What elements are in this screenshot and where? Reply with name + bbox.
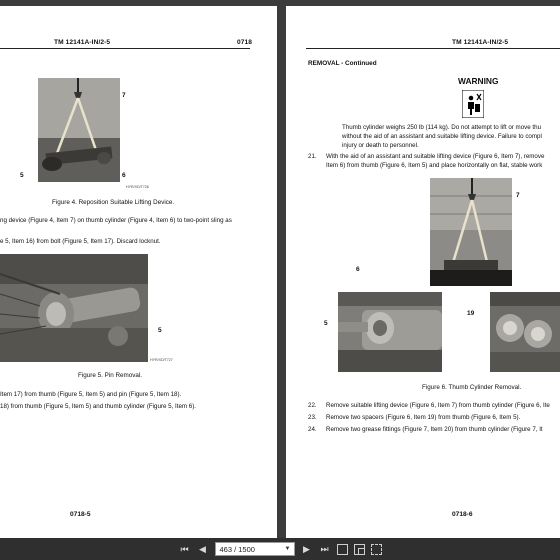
prev-page-icon[interactable]: ◀: [199, 543, 206, 554]
step-23-text: Remove two spacers (Figure 6, Item 19) from thumb (Figure 6, Item 5).: [326, 414, 521, 421]
figure-4-caption: Figure 4. Reposition Suitable Lifting Device.: [52, 199, 175, 206]
fit-icon[interactable]: [371, 544, 382, 555]
callout-7-fig6: 7: [516, 192, 520, 199]
warning-line-3: injury or death to personnel.: [342, 142, 419, 149]
first-page-icon[interactable]: ⏮: [180, 543, 189, 554]
figure-6-right-photo: [490, 292, 560, 372]
callout-5-fig6: 5: [324, 320, 328, 327]
page-footer-right: 0718-6: [452, 511, 473, 518]
header-rule: [306, 48, 560, 49]
viewer-toolbar: [0, 538, 560, 560]
callout-19-fig6: 19: [467, 310, 475, 317]
last-page-icon[interactable]: ⏭: [320, 543, 329, 554]
step-21-line-1: With the aid of an assistant and suitable lifting device (Figure 6, Item 7), remove: [326, 153, 545, 160]
figure-6-top-photo: [430, 178, 512, 286]
figure-6-left-photo: [338, 292, 442, 372]
step-text-a2: e 5, Item 16) from bolt (Figure 5, Item 17). Discard locknut.: [0, 238, 161, 245]
warning-line-1: Thumb cylinder weighs 250 lb (114 kg). Do not attempt to lift or move thu: [342, 124, 542, 131]
warning-line-2: without the aid of an assistant and suitable lifting device. Failure to compl: [342, 133, 542, 140]
step-24-text: Remove two grease fittings (Figure 7, Item 20) from thumb cylinder (Figure 7, It: [326, 426, 543, 433]
page-number-select[interactable]: [215, 542, 295, 556]
figure-5-code: HYR/XD/T727: [150, 358, 173, 362]
step-22-text: Remove suitable lifting device (Figure 6, Item 7) from thumb cylinder (Figure 6, Ite: [326, 402, 550, 409]
step-text-b2: 18) from thumb (Figure 5, Item 5) and thumb cylinder (Figure 5, Item 6).: [0, 403, 197, 410]
single-page-icon[interactable]: [337, 544, 348, 555]
header-title: TM 12141A-IN/2-5: [452, 39, 509, 46]
figure-4-photo: [38, 78, 120, 182]
header-code: 0718: [237, 39, 253, 46]
chevron-down-icon[interactable]: ▼: [284, 546, 291, 552]
page-number-display: 463 / 1500: [219, 544, 255, 554]
callout-6: 6: [122, 172, 126, 179]
section-title: REMOVAL - Continued: [308, 60, 377, 67]
warning-lifting-icon: [462, 90, 484, 118]
figure-5-caption: Figure 5. Pin Removal.: [78, 372, 143, 379]
next-page-icon[interactable]: ▶: [303, 543, 310, 554]
step-23-number: 23.: [308, 414, 317, 421]
step-24-number: 24.: [308, 426, 317, 433]
callout-6-fig6: 6: [356, 266, 360, 273]
figure-4-code: HYR/XD/T726: [126, 185, 149, 189]
step-text-b1: Item 17) from thumb (Figure 5, Item 5) and pin (Figure 5, Item 18).: [0, 391, 182, 398]
step-21-number: 21.: [308, 153, 317, 160]
callout-5-fig5: 5: [158, 327, 162, 334]
callout-5: 5: [20, 172, 24, 179]
figure-6-caption: Figure 6. Thumb Cylinder Removal.: [422, 384, 522, 391]
page-right: [286, 6, 560, 538]
warning-title: WARNING: [458, 76, 499, 86]
page-left: [0, 6, 277, 538]
two-page-icon[interactable]: [354, 544, 365, 555]
header-rule: [0, 48, 250, 49]
step-21-line-2: Item 6) from thumb (Figure 6, Item 5) and place horizontally on flat, stable work: [326, 162, 543, 169]
header-title: TM 12141A-IN/2-5: [54, 39, 111, 46]
callout-7: 7: [122, 92, 126, 99]
page-footer-left: 0718-5: [70, 511, 91, 518]
step-22-number: 22.: [308, 402, 317, 409]
step-text-a1: ng device (Figure 4, Item 7) on thumb cylinder (Figure 4, Item 6) to two-point sling as: [0, 217, 232, 224]
figure-5-photo: [0, 254, 148, 362]
